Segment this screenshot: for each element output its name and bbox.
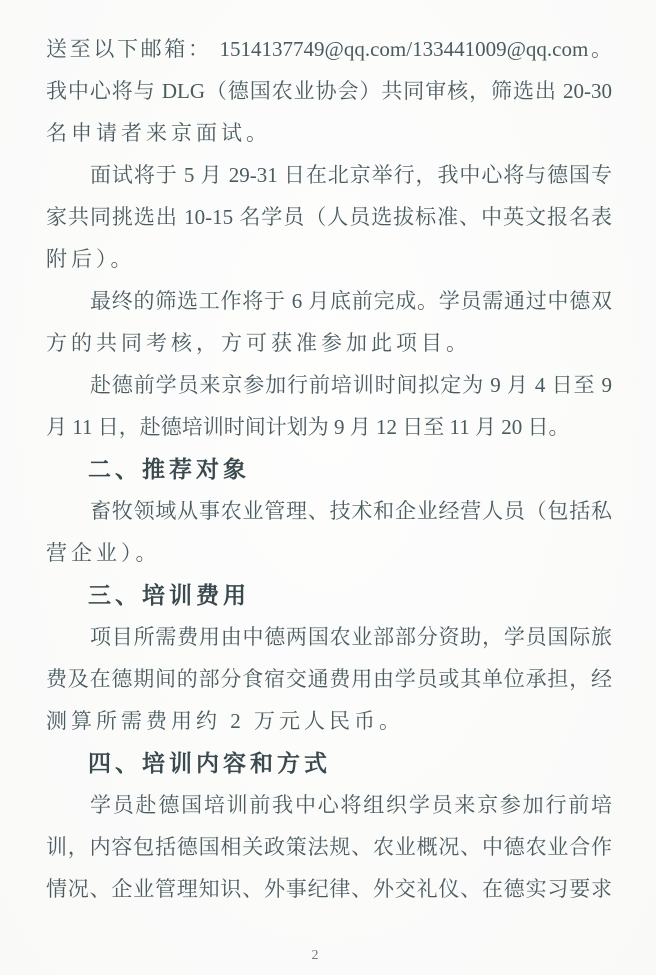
text-line: 附后）。 (46, 247, 136, 271)
text-line: 名申请者来京面试。 (46, 121, 271, 145)
paragraph-final-selection (46, 280, 612, 364)
text-line: 营企业）。 (46, 541, 161, 565)
text-line: 学员赴德国培训前我中心将组织学员来京参加行前培 (90, 793, 612, 817)
text-line: 测算所需费用约 2 万元人民币。 (46, 709, 404, 733)
paragraph-interview (46, 154, 612, 280)
text-line: 赴德前学员来京参加行前培训时间拟定为 9 月 4 日至 9 (90, 373, 612, 397)
document-body (46, 28, 612, 910)
text-line: 送至以下邮箱： 1514137749@qq.com/133441009@qq.com。 (46, 37, 612, 61)
text-line: 费及在德期间的部分食宿交通费用由学员或其单位承担，经 (46, 667, 612, 691)
section-heading-recommended-candidates: 二、推荐对象 (88, 456, 250, 482)
paragraph-training-content (46, 784, 612, 910)
section-heading-training-fees: 三、培训费用 (88, 582, 250, 608)
text-line: 项目所需费用由中德两国农业部部分资助，学员国际旅 (90, 625, 612, 649)
text-line: 方的共同考核，方可获准参加此项目。 (46, 331, 471, 355)
paragraph-training-schedule (46, 364, 612, 448)
text-line: 情况、企业管理知识、外事纪律、外交礼仪、在德实习要求 (46, 877, 612, 901)
text-line: 畜牧领域从事农业管理、技术和企业经营人员（包括私 (90, 499, 612, 523)
text-line: 家共同挑选出 10-15 名学员（人员选拔标准、中英文报名表 (46, 205, 612, 229)
text-line: 面试将于 5 月 29-31 日在北京举行，我中心将与德国专 (90, 163, 612, 187)
text-line: 训，内容包括德国相关政策法规、农业概况、中德农业合作 (46, 835, 612, 859)
text-line: 我中心将与 DLG（德国农业协会）共同审核，筛选出 20-30 (46, 79, 612, 103)
section-heading-training-content: 四、培训内容和方式 (88, 750, 331, 776)
text-line: 月 11 日，赴德培训时间计划为 9 月 12 日至 11 月 20 日。 (46, 415, 570, 439)
paragraph-fees (46, 616, 612, 742)
paragraph-email-continuation (46, 28, 612, 154)
page-number: 2 (311, 948, 319, 963)
text-line: 最终的筛选工作将于 6 月底前完成。学员需通过中德双 (90, 289, 612, 313)
paragraph-candidates (46, 490, 612, 574)
